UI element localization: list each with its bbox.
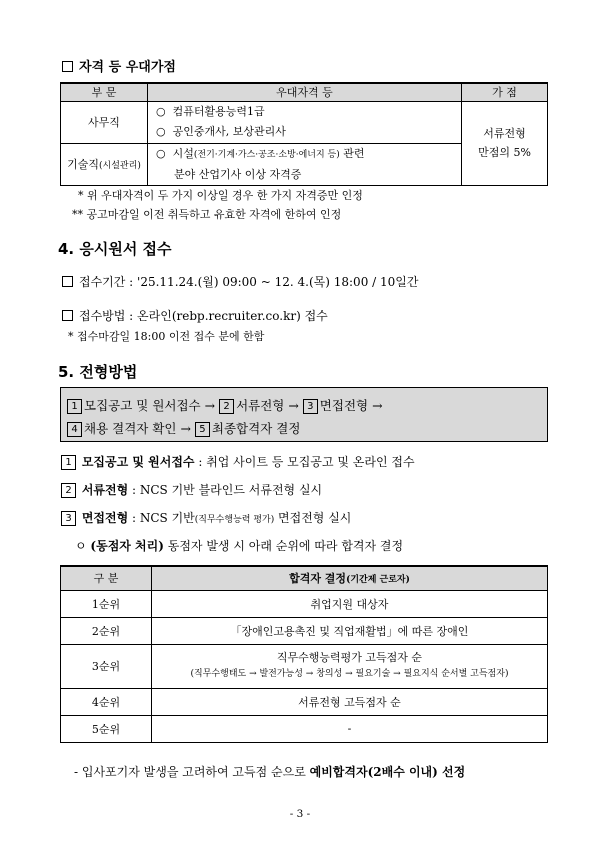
list-item: ○ 컴퓨터활용능력1급 [156,105,265,118]
step-1-icon: 1 [61,455,76,470]
application-note: * 접수마감일 18:00 이전 접수 분에 한함 [68,330,265,343]
table-row: 5순위 - [61,715,548,742]
col-header-rank: 구 분 [61,566,152,590]
table-row: 1순위 취업지원 대상자 [61,590,548,617]
tie-rule: ㅇ (동점자 처리) 동점자 발생 시 아래 순위에 따라 합격자 결정 [75,539,404,553]
process-flow-line-2: 4 채용 결격자 확인 → 5 최종합격자 결정 [67,419,300,437]
step-3-detail: 3 면접전형 : NCS 기반(직무수행능력 평가) 면접전형 실시 [61,509,351,526]
dept-technical: 기술직(시설관리) [61,143,148,185]
col-header-decision: 합격자 결정(기간제 근로자) [152,566,548,590]
process-flow-line-1: 1 모집공고 및 원서접수 → 2 서류전형 → 3 면접전형 → [67,396,383,414]
checkbox-square-icon [62,276,73,287]
step-2-icon: 2 [219,399,234,414]
preference-table [60,82,548,186]
step-5-icon: 5 [195,422,210,437]
col-header-points: 가 점 [462,83,548,101]
bonus-points: 서류전형 만점의 5% [462,101,548,185]
section-4-title: 4. 응시원서 접수 [58,240,172,258]
tie-ranking-table [60,565,548,743]
step-3-icon: 3 [61,511,76,526]
technical-qualifications: ○ 시설(전기·기계·가스·공조·소방·에너지 등) 관련 분야 산업기사 이상 자격증 [148,143,462,185]
step-2-detail: 2 서류전형 : NCS 기반 블라인드 서류전형 실시 [61,481,322,498]
checkbox-square-icon [62,310,73,321]
list-item: ○ 시설(전기·기계·가스·공조·소방·에너지 등) 관련 [156,147,365,160]
col-header-qualification: 우대자격 등 [148,83,462,101]
application-method: 접수방법 : 온라인(rebp.recruiter.co.kr) 접수 [62,307,328,324]
step-4-icon: 4 [67,422,82,437]
step-1-detail: 1 모집공고 및 원서접수 : 취업 사이트 등 모집공고 및 온라인 접수 [61,453,415,470]
table-row: 2순위 「장애인고용촉진 및 직업재활법」에 따른 장애인 [61,617,548,644]
pref-note-2: ** 공고마감일 이전 취득하고 유효한 자격에 한하여 인정 [72,208,342,221]
application-period: 접수기간 : '25.11.24.(월) 09:00 ~ 12. 4.(목) 18:00 / 10일간 [62,273,418,290]
checkbox-square-icon [62,61,73,72]
list-item: ○ 공인중개사, 보상관리사 [156,125,286,138]
col-header-dept: 부 문 [61,83,148,101]
step-3-icon: 3 [303,399,318,414]
step-1-icon: 1 [67,399,82,414]
table-row: 3순위 직무수행능력평가 고득점자 순 (직무수행태도 → 발전가능성 → 창의성 → 필요기술 → 필요지식 순서별 고득점자) [61,644,548,688]
pref-note-1: * 위 우대자격이 두 가지 이상일 경우 한 가지 자격증만 인정 [78,189,363,202]
pref-section-title: 자격 등 우대가점 [62,56,176,75]
page-number: - 3 - [289,808,311,820]
table-row: 4순위 서류전형 고득점자 순 [61,688,548,715]
reserve-candidate-note: - 입사포기자 발생을 고려하여 고득점 순으로 예비합격자(2배수 이내) 선정 [74,765,466,779]
process-flow-box [60,387,548,442]
dept-office: 사무직 [61,101,148,143]
office-qualifications [148,101,462,143]
section-5-title: 5. 전형방법 [58,363,138,381]
step-2-icon: 2 [61,483,76,498]
